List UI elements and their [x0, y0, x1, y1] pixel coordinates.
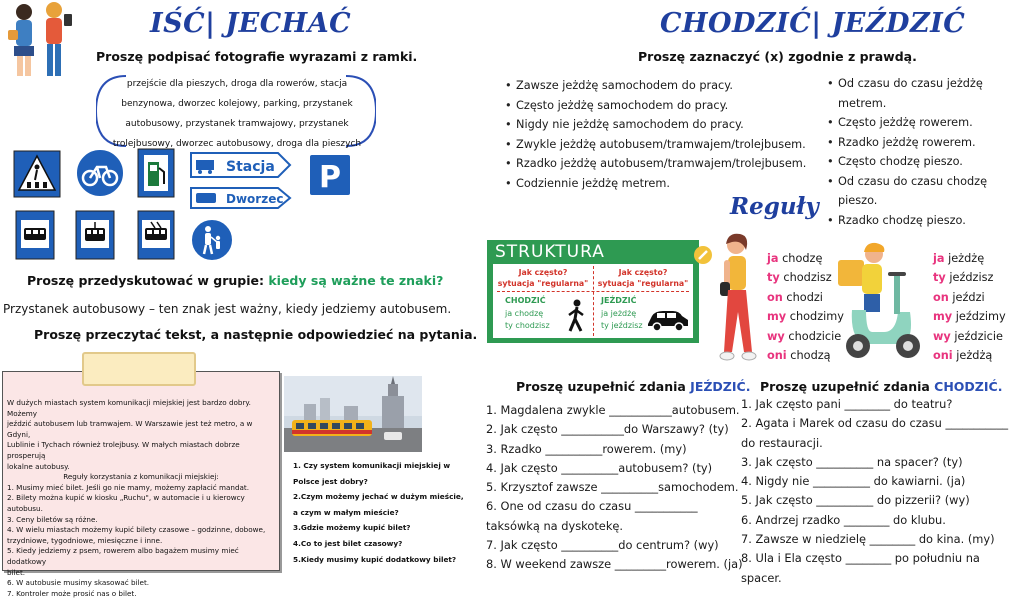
word-box-line: benzynowa, dworzec kolejowy, parking, przystanek — [121, 99, 353, 109]
pronoun: oni — [933, 349, 953, 363]
statement-item: • Rzadko jeżdżę rowerem. — [838, 133, 1024, 153]
structure-table — [493, 264, 693, 338]
structure-verb-jezdzic: JEŹDZIĆ — [601, 296, 637, 305]
statement-item: • Zwykle jeżdżę autobusem/tramwajem/trolejbusem. — [516, 135, 806, 155]
question-item: Polsce jest dobry? — [293, 476, 368, 486]
pronoun: ty — [933, 271, 946, 285]
conj-row — [933, 249, 1006, 268]
questions-list — [293, 458, 464, 567]
exercise-item: 7. Zawsze w niedzielę ________ do kina. (my) — [741, 532, 995, 547]
exercise-item: 6. Andrzej rzadko ________ do klubu. — [741, 512, 946, 527]
statement-item: • Rzadko jeżdżę autobusem/tramwajem/trolejbusem. — [516, 154, 806, 174]
question-item: 1. Czy system komunikacji miejskiej w — [293, 461, 451, 470]
left-title: IŚĆ| JECHAĆ — [150, 8, 352, 39]
rule-item: bilet. — [7, 567, 26, 577]
statements-column-2 — [824, 74, 1024, 230]
exercise-item: 5. Krzysztof zawsze __________samochodem. — [486, 480, 739, 495]
rule-item: 5. Kiedy jedziemy z psem, rowerem albo bagażem musimy mieć dodatkowy — [7, 546, 239, 566]
exercise-item: taksówką na dyskotekę. — [486, 518, 624, 533]
structure-chodzic-ja: ja chodzę — [505, 308, 544, 318]
rule-item: 4. W wielu miastach możemy kupić bilety czasowe – godzinne, dobowe, — [7, 525, 266, 535]
exercise-title-text: Proszę uzupełnić zdania — [516, 379, 691, 394]
station-sign-label: Stacja — [226, 159, 275, 175]
rules-heading: Reguły korzystania z komunikacji miejskiej: — [63, 472, 219, 482]
footpath-sign-icon — [190, 218, 234, 262]
exercise-item: 4. Jak często __________autobusem? (ty) — [486, 460, 713, 475]
reading-line: lokalne autobusy. — [7, 461, 70, 471]
exercise-item: 6. One od czasu do czasu ___________ — [486, 499, 698, 514]
pronoun: my — [933, 310, 953, 324]
pronoun: ja — [933, 252, 945, 265]
reading-line: Lublinie i Tychach również trolejbusy. W małych miastach dobrze prosperują — [7, 440, 240, 460]
verb-form: jeździcie — [954, 329, 1003, 343]
exercise-title-text: Proszę uzupełnić zdania — [760, 379, 935, 394]
bus-station-sign-icon — [190, 186, 292, 210]
statement-item: • Od czasu do czasu jeżdżę metrem. — [838, 74, 1024, 113]
exercise-title-verb: CHODZIĆ. — [934, 379, 1003, 394]
structure-verb-chodzic: CHODZIĆ — [505, 296, 546, 305]
exercise-item: 3. Rzadko __________rowerem. (my) — [486, 441, 687, 456]
exercise-item: 2. Jak często ___________do Warszawy? (ty) — [486, 422, 729, 437]
statement-item: • Nigdy nie jeżdżę samochodem do pracy. — [516, 115, 806, 135]
trolleybus-stop-sign-icon — [137, 210, 175, 260]
rule-item: 6. W autobusie musimy skasować bilet. — [7, 578, 150, 588]
exercise-item: 8. W weekend zawsze _________rowerem. (ja) — [486, 557, 743, 572]
pronoun: ja — [767, 252, 779, 265]
conj-row — [933, 288, 1006, 307]
bus-stop-sign-icon — [15, 210, 55, 260]
pronoun: my — [767, 310, 787, 324]
bus-station-sign-label: Dworzec — [226, 192, 284, 206]
statement-item: • Często jeżdżę rowerem. — [838, 113, 1024, 133]
instruction-label-reading: Proszę przeczytać tekst, a następnie odpowiedzieć na pytania. — [34, 327, 478, 342]
verb-form: chodzą — [790, 349, 831, 363]
bicycle-path-sign-icon — [75, 148, 125, 198]
rules-heading-reguly: Reguły — [730, 193, 819, 220]
train-station-sign-icon — [190, 151, 292, 179]
statement-item: • Od czasu do czasu chodzę pieszo. — [838, 172, 1024, 211]
exercise-item: 5. Jak często __________ do pizzerii? (wy) — [741, 493, 970, 508]
question-item: a czym w małym mieście? — [293, 507, 399, 517]
structure-title: STRUKTURA — [495, 242, 605, 262]
exercise-item: 2. Agata i Marek od czasu do czasu ___________ — [741, 416, 1009, 431]
exercise-item: 1. Jak często pani ________ do teatru? — [741, 397, 953, 411]
exercise-chodzic-list — [741, 395, 1024, 588]
rule-item: 1. Musimy mieć bilet. Jeśli go nie mamy, możemy zapłacić mandat. — [7, 482, 250, 492]
verb-form: chodzisz — [783, 271, 832, 285]
statement-item: • Rzadko chodzę pieszo. — [838, 211, 1024, 231]
verb-form: jeździ — [952, 290, 985, 304]
structure-q2b: sytuacja "regularna" — [597, 279, 689, 288]
rule-item: 2. Bilety można kupić w kiosku „Ruchu", w automacie i u kierowcy autobusu. — [7, 493, 245, 513]
pronoun: on — [767, 290, 783, 304]
word-box — [106, 74, 368, 154]
conj-row — [933, 307, 1006, 326]
verb-form: jeździmy — [955, 310, 1006, 324]
exercise-title-verb: JEŹDZIĆ. — [690, 379, 751, 394]
exercise-jezdzic-list — [486, 401, 743, 575]
pronoun: wy — [767, 329, 785, 343]
question-item: 2.Czym możemy jechać w dużym mieście, — [293, 492, 464, 502]
word-box-line: przejście dla pieszych, droga dla rowerów, stacja — [126, 79, 348, 89]
structure-q1b: sytuacja "regularna" — [497, 279, 589, 288]
conj-row — [933, 346, 1006, 365]
statement-item: • Często jeżdżę samochodem do pracy. — [516, 96, 806, 116]
conj-row — [933, 268, 1006, 287]
rule-item: 7. Kontroler może prosić nas o bilet. — [7, 588, 137, 598]
pronoun: wy — [933, 329, 951, 343]
car-icon — [645, 308, 691, 332]
structure-jezdzic-ty: ty jeździsz — [601, 321, 643, 330]
word-box-line: autobusowy, przystanek tramwajowy, przystanek — [125, 119, 349, 129]
verb-form: jeździsz — [949, 271, 994, 285]
statements-column-1 — [502, 76, 806, 193]
structure-q1: Jak często? — [518, 268, 568, 277]
structure-chodzic-ty: ty chodzisz — [505, 321, 550, 330]
verb-form: chodzi — [786, 290, 823, 304]
tram-stop-sign-icon — [75, 210, 115, 260]
people-illustration — [4, 0, 78, 84]
walking-woman-illustration — [710, 232, 765, 367]
discussion-highlight: kiedy są ważne te znaki? — [268, 273, 444, 288]
pronoun: ty — [767, 271, 780, 285]
question-item: 4.Co to jest bilet czasowy? — [293, 538, 403, 548]
exercise-item: 3. Jak często __________ na spacer? (ty) — [741, 454, 963, 469]
structure-box — [487, 240, 699, 343]
right-title: CHODZIĆ| JEŹDZIĆ — [660, 8, 966, 39]
warsaw-tram-photo — [284, 376, 422, 452]
exercise-item: 1. Magdalena zwykle ___________autobusem. — [486, 403, 740, 417]
discussion-prompt-text: Proszę przedyskutować w grupie: — [27, 273, 269, 288]
verb-form: jeżdżę — [948, 252, 985, 265]
instruction-label-mark: Proszę zaznaczyć (x) zgodnie z prawdą. — [638, 49, 917, 64]
reading-card-tape — [82, 352, 196, 386]
question-item: 5.Kiedy musimy kupić dodatkowy bilet? — [293, 554, 457, 564]
rule-item: 3. Ceny biletów są różne. — [7, 514, 98, 524]
exercise-jezdzic-title — [516, 379, 750, 394]
discussion-prompt — [27, 273, 443, 288]
rule-item: trzydniowe, tygodniowe, miesięczne i inne. — [7, 535, 163, 545]
verb-form: chodzimy — [789, 310, 844, 324]
pedestrian-crossing-sign-icon — [13, 150, 61, 198]
verb-form: chodzę — [782, 252, 823, 265]
instruction-label-photos: Proszę podpisać fotografie wyrazami z ramki. — [96, 49, 418, 64]
parking-sign-icon — [308, 153, 352, 197]
reading-text — [7, 398, 275, 599]
example-sentence: Przystanek autobusowy – ten znak jest ważny, kiedy jedziemy autobusem. — [3, 302, 452, 316]
word-box-line: trolejbusowy, dworzec autobusowy, droga dla pieszych — [112, 139, 362, 149]
structure-jezdzic-ja: ja jeżdżę — [601, 308, 637, 318]
exercise-item: 8. Ula i Ela często ________ po południu na spacer. — [741, 551, 980, 585]
pronoun: on — [933, 290, 949, 304]
statement-item: • Zawsze jeżdżę samochodem do pracy. — [516, 76, 806, 96]
exercise-chodzic-title — [760, 379, 1002, 394]
verb-form: jeżdżą — [956, 349, 993, 363]
reading-line: W dużych miastach system komunikacji miejskiej jest bardzo dobry. Możemy — [7, 398, 251, 418]
jezdzic-conjugation — [933, 249, 1006, 365]
pronoun: oni — [767, 349, 787, 363]
question-item: 3.Gdzie możemy kupić bilet? — [293, 523, 411, 533]
conj-row — [933, 327, 1006, 346]
exercise-item: do restauracji. — [741, 435, 823, 450]
walking-person-icon — [565, 298, 587, 334]
structure-q2: Jak często? — [618, 268, 668, 277]
reading-line: jeździć autobusem lub tramwajem. W Warszawie jest też metro, a w Gdyni, — [7, 419, 253, 439]
statement-item: • Często chodzę pieszo. — [838, 152, 1024, 172]
scooter-rider-illustration — [832, 240, 930, 370]
statement-item: • Codziennie jeżdżę metrem. — [516, 174, 806, 194]
exercise-item: 4. Nigdy nie __________ do kawiarni. (ja) — [741, 474, 966, 489]
verb-form: chodzicie — [788, 329, 842, 343]
exercise-item: 7. Jak często __________do centrum? (wy) — [486, 538, 719, 553]
parking-sign-label: P — [319, 160, 341, 195]
gas-station-sign-icon — [137, 148, 175, 198]
